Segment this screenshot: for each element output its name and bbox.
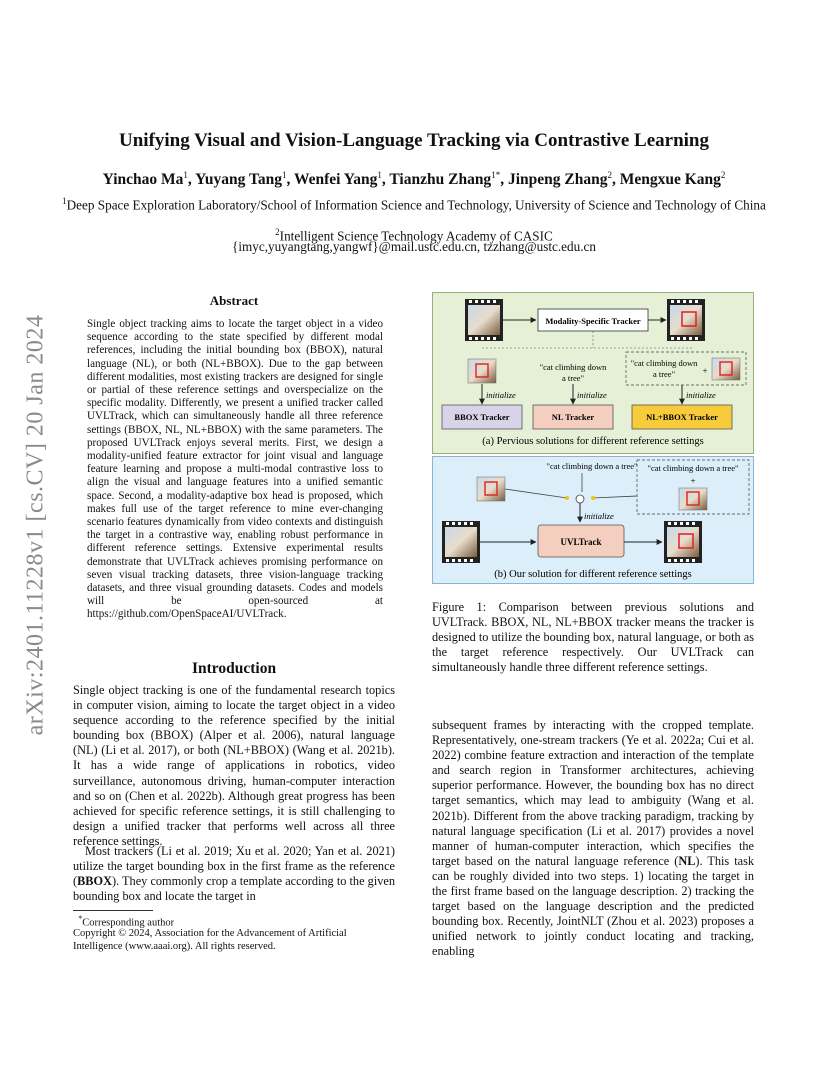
bbox-reference-image (468, 359, 496, 383)
affiliation-text: Intelligent Science Technology Academy of CASIC (279, 228, 553, 244)
nl-reference-text: "cat climbing down a tree" (546, 461, 638, 471)
affiliation-1 (60, 193, 768, 213)
author-name: Yinchao Ma (102, 171, 184, 189)
bbox-tracker-label: BBOX Tracker (454, 412, 510, 422)
author-affiliation-mark: 1 (377, 170, 382, 180)
paragraph-text: Most trackers (Li et al. 2019; Xu et al. 2020; Yan et al. 2021) utilize the target bounding box in the first frame as the reference ( (73, 844, 395, 889)
panel-b-caption: (b) Our solution for different reference settings (494, 569, 692, 580)
nl-reference-line2: a tree" (561, 373, 585, 383)
initialize-label: initialize (486, 390, 516, 400)
video-frames-icon (465, 299, 503, 341)
bbox-reference-image (477, 477, 505, 501)
footnote-mark: * (78, 914, 83, 923)
output-frames-icon (667, 299, 705, 341)
author-emails: {imyc,yuyangtang,yangwf}@mail.ustc.edu.cn, tzzhang@ustc.edu.cn (232, 239, 596, 254)
nl-bbox-reference-line1: "cat climbing down (630, 358, 698, 368)
author-list: Yinchao Ma$^1$, Yuyang Tang$^1$, Wenfei Yang$^1$, Tianzhu Zhang$^{1*}$, Jinpeng Zhang$^2$, Mengxue Kang$^2$ (102, 170, 726, 189)
nl-tracker-label: NL Tracker (551, 412, 595, 422)
author-name: Tianzhu Zhang (389, 171, 492, 189)
author-affiliation-mark: 2 (607, 170, 612, 180)
introduction-heading: Introduction (191, 660, 277, 677)
uvltrack-label: UVLTrack (560, 537, 602, 547)
affiliation-text: Deep Space Exploration Laboratory/School of Information Science and Technology, University of Science and Technology of China (66, 197, 766, 213)
figure-1-diagram (432, 292, 754, 584)
introduction-paragraph-1: Single object tracking is one of the fundamental research topics in computer vision, aiming to locate the target object in a video sequence according to the reference specified by the initial bounding box (BBOX) (Alper et al. 2006), natural language (NL) (Li et al. 2017), or both (NL+BBOX) (Wang et al. 2021b). It has a wide range of applications in robotics, video surveillance, autonomous driving, human-computer interaction and so on (Chen et al. 2022b). Although great progress has been achieved for specific reference settings, it is still challenging to design a unified tracker that performs well across all three reference settings. (73, 683, 395, 848)
arxiv-identifier (16, 290, 56, 760)
switch-dot (591, 496, 595, 500)
switch-node (576, 495, 584, 503)
author-name: Wenfei Yang (294, 171, 378, 189)
switch-dot (565, 496, 569, 500)
author-affiliation-mark: 1 (282, 170, 287, 180)
panel-a-caption: (a) Pervious solutions for different reference settings (482, 436, 704, 447)
arxiv-identifier-text: arXiv:2401.11228v1 [cs.CV] 20 Jan 2024 (22, 314, 49, 736)
nl-bbox-reference-image (679, 488, 707, 510)
figure-1 (432, 292, 754, 584)
author-affiliation-mark: 2 (720, 170, 726, 180)
abstract-text: Single object tracking aims to locate the target object in a video sequence according to the state specified by different modal references, including the initial bounding box (BBOX), natural language (NL), or both (NL+BBOX). Due to the gap between different modalities, most existing trackers are designed for single or partial of these reference settings and overspecialize on the specific modality. Differently, we present a unified tracker called UVLTrack, which can simultaneously handle all three reference settings (BBOX, NL, NL+BBOX) with the same parameters. The proposed UVLTrack enjoys several merits. First, we design a modality-unified feature extractor for joint visual and language feature learning and propose a multi-modal contrastive loss to align the visual and language features into a unified semantic space. Second, a modality-adaptive box head is proposed, which makes full use of the target reference to mine ever-changing scenario features dynamically from video contexts and distinguish the target in a contrastive way, enabling robust performance in different reference settings. Extensive experimental results demonstrate that UVLTrack achieves promising performance on seven visual tracking datasets, three vision-language tracking datasets, and three visual grounding datasets. Codes and models will be open-sourced at https://github.com/OpenSpaceAI/UVLTrack. (87, 318, 383, 621)
initialize-label: initialize (584, 511, 614, 521)
plus-sign: + (702, 366, 708, 376)
paragraph-text: subsequent frames by interacting with the cropped template. Representatively, one-stream trackers (Ye et al. 2022a; Cui et al. 2022) combine feature extraction and interaction of the template and search region in Transformer architectures, achieving superior performance. However, the bounding box has no direct target semantics, which may lead to ambiguity (Wang et al. 2021b). Different from the above tracking paradigm, tracking by natural language specification (Li et al. 2017) provides a novel manner of human-computer interaction, which specifies the target based on the natural language reference ( (432, 718, 754, 868)
initialize-label: initialize (686, 390, 716, 400)
introduction-paragraph-2 (73, 844, 395, 904)
nl-bbox-tracker-label: NL+BBOX Tracker (646, 412, 718, 422)
paper-title: Unifying Visual and Vision-Language Tracking via Contrastive Learning (119, 130, 709, 151)
nl-reference-line1: "cat climbing down (539, 362, 607, 372)
bbox-term: BBOX (77, 874, 112, 889)
affiliation-mark: 1 (62, 196, 67, 206)
author-name: Jinpeng Zhang (507, 171, 608, 189)
paragraph-text: ). This task can be roughly divided into two steps. 1) locating the target in the first frame based on the language description. 2) tracking the target based on the language description and the predicted bounding box. Recently, JointNLT (Zhou et al. 2023) proposes a unified network to jointly conduct locating and tracking, enabling (432, 853, 755, 959)
figure-1-caption: Figure 1: Comparison between previous solutions and UVLTrack. BBOX, NL, NL+BBOX tracker means the tracker is designed to utilize the bounding box, natural language, or both as the target reference respectively. Our UVLTrack can simultaneously handle three different reference settings. (432, 600, 754, 675)
nl-term: NL (678, 853, 696, 868)
nl-bbox-reference-line2: a tree" (652, 369, 676, 379)
author-affiliation-mark: 1* (491, 170, 501, 180)
copyright-notice: Copyright © 2024, Association for the Advancement of Artificial Intelligence (www.aaai.org). All rights reserved. (73, 928, 347, 952)
footnote-divider (73, 910, 153, 911)
video-frames-icon (442, 521, 480, 563)
abstract-heading: Abstract (209, 293, 259, 308)
output-frames-icon (664, 521, 702, 563)
nl-bbox-reference-image (712, 358, 740, 380)
paragraph-text: ). They commonly crop a template according to the given bounding box and locate the target in (73, 874, 395, 904)
initialize-label: initialize (577, 390, 607, 400)
author-affiliation-mark: 1 (183, 170, 188, 180)
introduction-paragraph-3 (432, 718, 754, 960)
modality-specific-tracker-label: Modality-Specific Tracker (545, 316, 641, 326)
plus-sign: + (690, 476, 696, 486)
author-name: Mengxue Kang (619, 171, 721, 189)
footnote-text: Corresponding author (82, 917, 175, 929)
nl-bbox-reference-text: "cat climbing down a tree" (647, 463, 739, 473)
author-name: Yuyang Tang (195, 171, 283, 189)
affiliation-mark: 2 (275, 227, 280, 237)
